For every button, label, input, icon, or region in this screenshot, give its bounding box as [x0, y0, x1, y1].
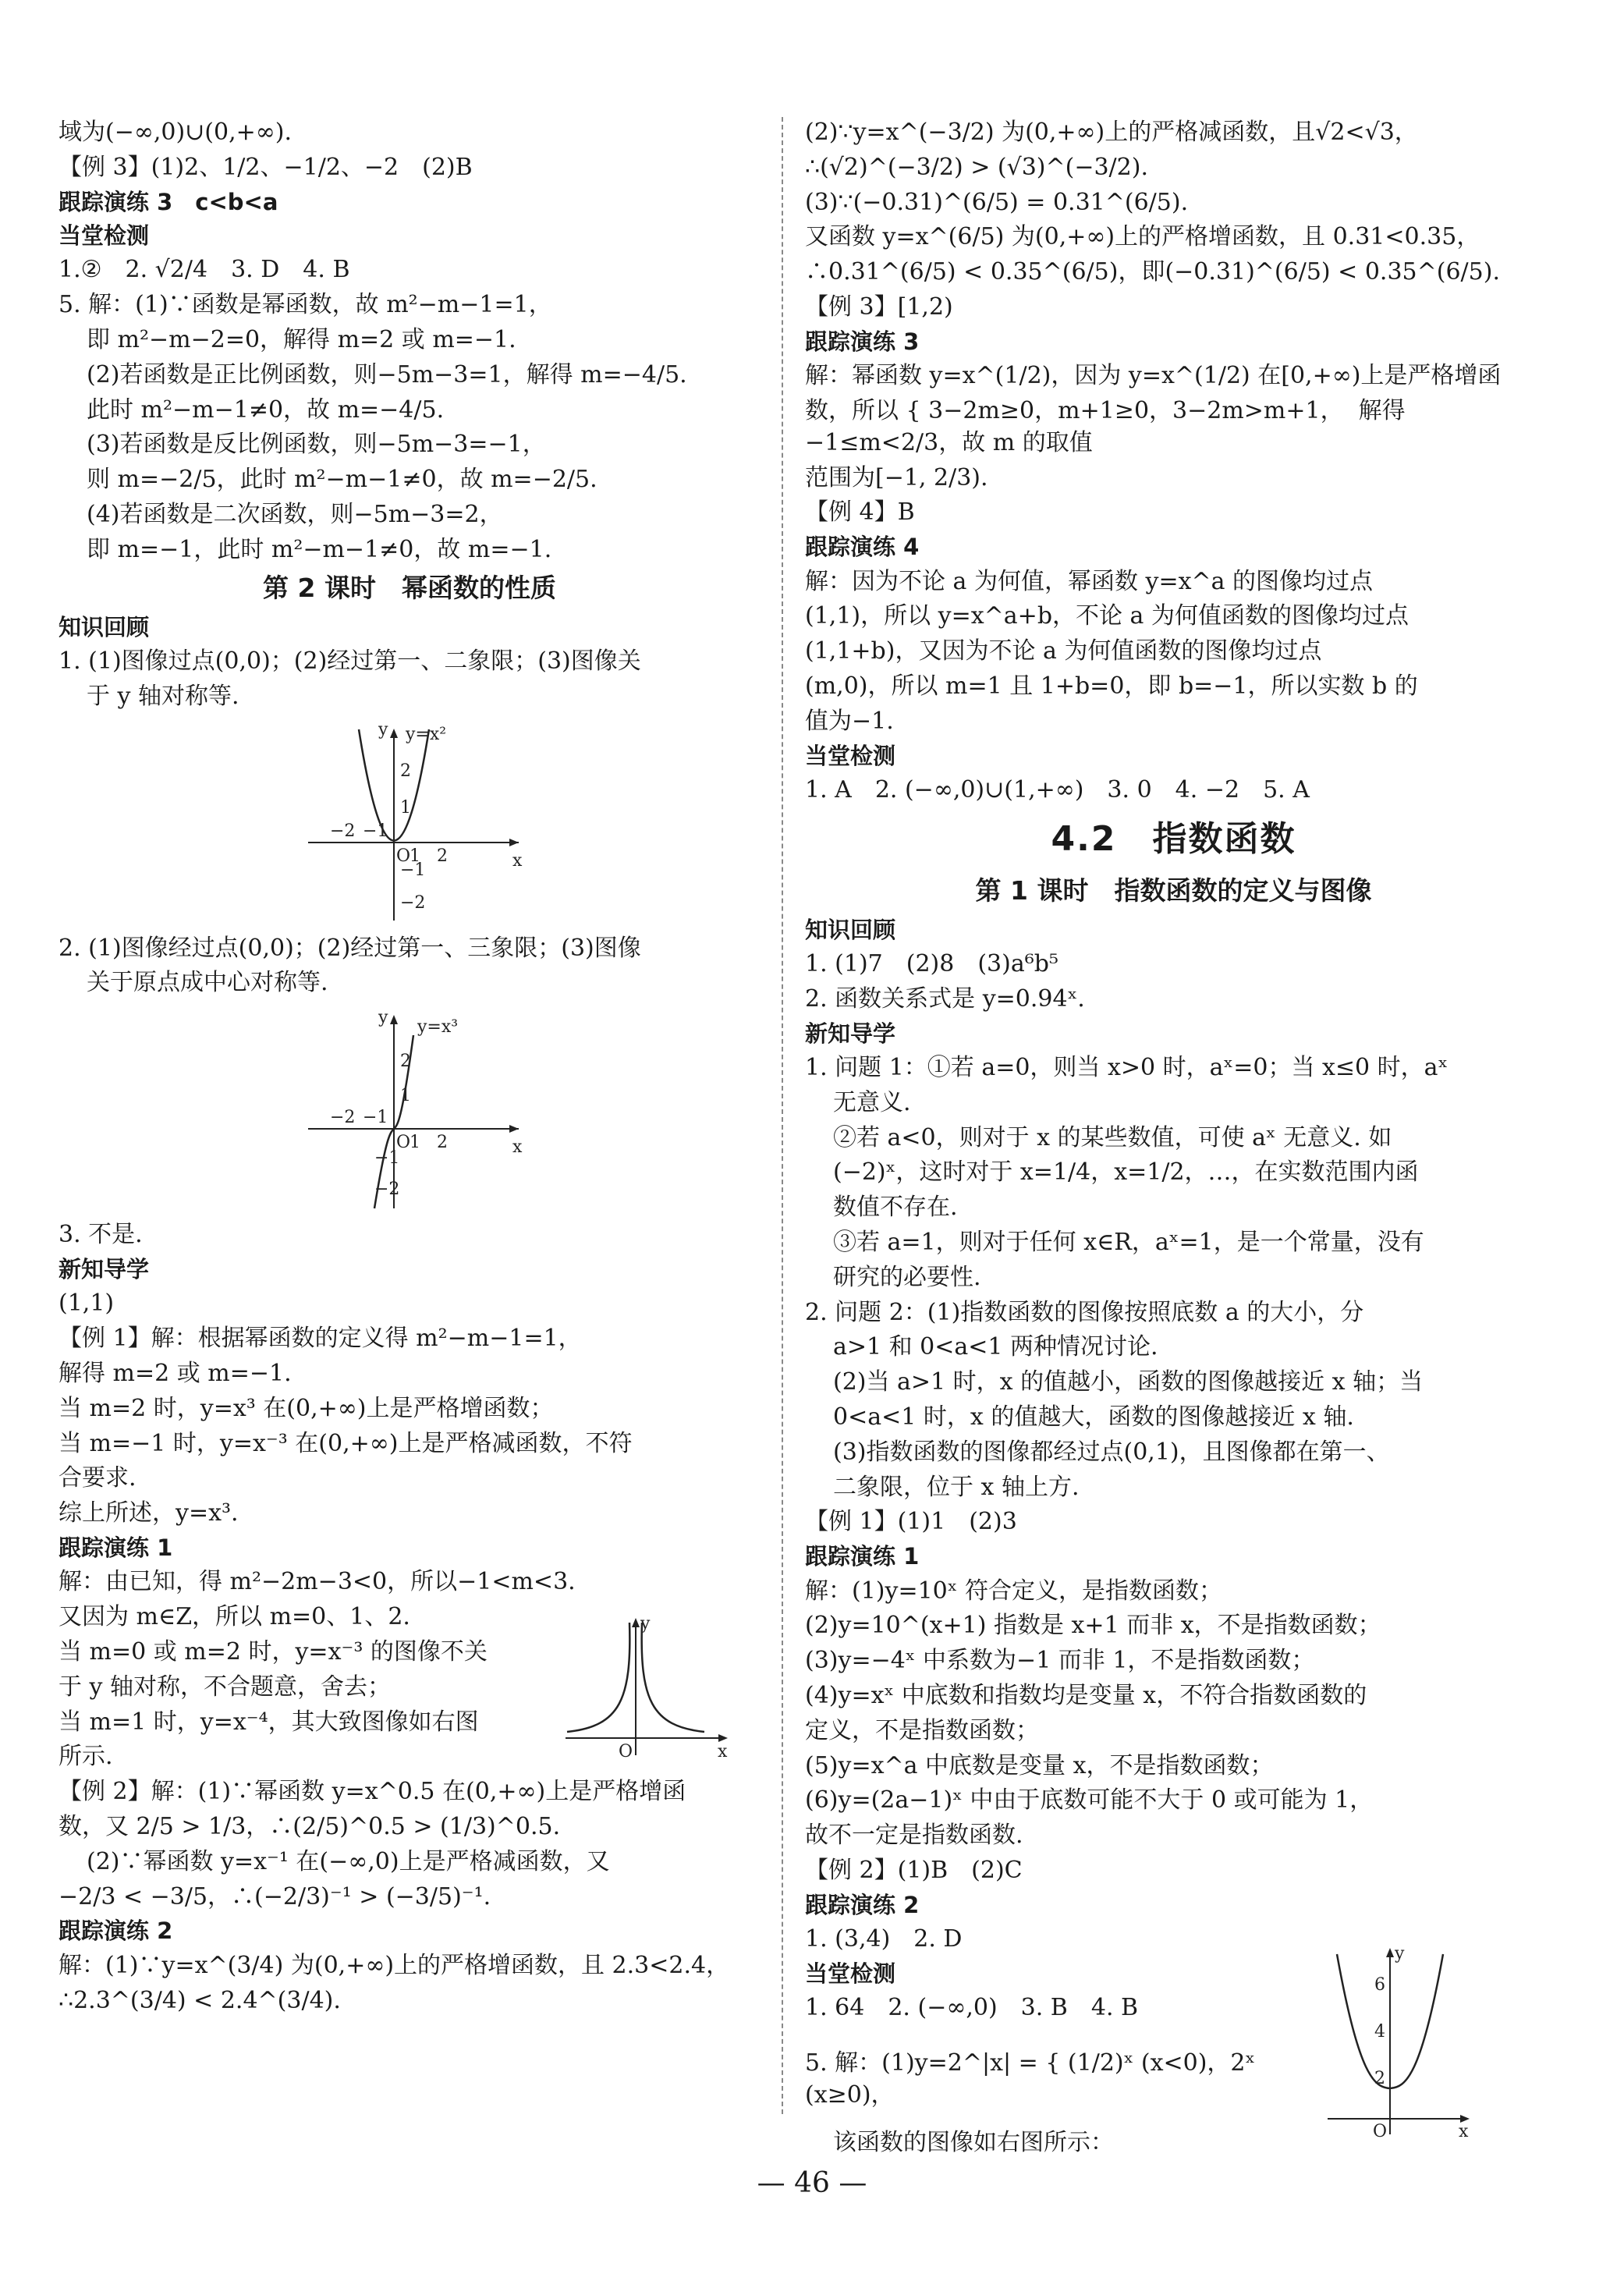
solution-line: ∴0.31^(6/5) < 0.35^(6/5)，即(−0.31)^(6/5) < 0.35^(6/5). — [805, 258, 1500, 286]
tick-label: −1 — [363, 821, 388, 841]
question-line: (−2)ˣ，这时对于 x=1/4，x=1/2，…，在实数范围内函 — [833, 1158, 1419, 1187]
tick-label: 2 — [400, 761, 411, 781]
check-answers: 1. A 2. (−∞,0)∪(1,+∞) 3. 0 4. −2 5. A — [805, 776, 1310, 804]
heading-review: 知识回顾 — [805, 916, 896, 943]
solution-line: (2)∵幂函数 y=x⁻¹ 在(−∞,0)上是严格减函数，又 — [87, 1847, 610, 1875]
y-axis-arrow — [390, 1015, 398, 1024]
heading-new-knowledge: 新知导学 — [805, 1020, 896, 1047]
text-line: (1,1) — [59, 1290, 115, 1318]
class-check-text — [805, 1959, 1320, 2162]
heading-practice-1: 跟踪演练 1 — [59, 1534, 173, 1561]
origin-label: O — [1373, 2122, 1388, 2139]
class-check-block — [805, 1944, 1542, 2162]
heading-practice-3: 跟踪演练 3 — [805, 328, 920, 355]
solution-line: 定义，不是指数函数； — [805, 1716, 1039, 1744]
curve-left-branch — [567, 1623, 629, 1732]
tick-label: 2 — [400, 1052, 411, 1072]
question-line: ③若 a=1，则对于任何 x∈R，aˣ=1，是一个常量，没有 — [833, 1229, 1424, 1257]
tick-label: 2 — [437, 1133, 448, 1153]
solution-line: 又函数 y=x^(6/5) 为(0,+∞)上的严格增函数，且 0.31<0.35， — [805, 223, 1480, 251]
solution-line: (3)∵(−0.31)^(6/5) = 0.31^(6/5). — [805, 188, 1189, 216]
y-axis-label: y — [378, 1008, 388, 1028]
solution-line: 当 m=1 时，y=x⁻⁴，其大致图像如右图 — [59, 1708, 479, 1736]
tick-label: 1 — [410, 1133, 420, 1153]
tick-label: 1 — [400, 1086, 411, 1106]
review-item: 于 y 轴对称等. — [87, 682, 239, 710]
x-axis-label: x — [718, 1741, 728, 1761]
tick-label: 2 — [437, 846, 448, 866]
solution-line: 数，又 2/5 > 1/3，∴(2/5)^0.5 > (1/3)^0.5. — [59, 1812, 561, 1840]
curve-label: y=x³ — [417, 1017, 459, 1038]
check-answers: 1.② 2. √2/4 3. D 4. B — [59, 256, 350, 284]
solution-line: 合要求. — [59, 1464, 137, 1492]
heading-practice-4: 跟踪演练 4 — [805, 534, 920, 561]
question-line: (3)指数函数的图像都经过点(0,1)，且图像都在第一、 — [833, 1438, 1390, 1466]
solution-line: (5)y=x^a 中底数是变量 x，不是指数函数； — [805, 1751, 1274, 1779]
question-line: 数值不存在. — [833, 1194, 958, 1222]
graph-y-2-abs-x — [1320, 1943, 1476, 2138]
origin-label: O — [396, 846, 411, 866]
question-line: a>1 和 0<a<1 两种情况讨论. — [833, 1333, 1158, 1361]
tick-label: −1 — [363, 1108, 388, 1128]
graph-y-x-neg4 — [558, 1613, 737, 1761]
solution-line: (4)若函数是二次函数，则−5m−3=2， — [87, 501, 503, 529]
example-4-answer: 【例 4】B — [805, 498, 915, 527]
text-line: 域为(−∞,0)∪(0,+∞). — [59, 119, 292, 146]
solution-line: ∴2.3^(3/4) < 2.4^(3/4). — [59, 1986, 341, 2014]
heading-class-check: 当堂检测 — [805, 1960, 896, 1988]
tick-label: 1 — [400, 797, 411, 818]
question-line: ②若 a<0，则对于 x 的某些数值，可使 aˣ 无意义. 如 — [833, 1123, 1392, 1151]
graph-y-x-squared — [59, 718, 761, 928]
question-line: 2. 问题 2：(1)指数函数的图像按照底数 a 的大小，分 — [805, 1298, 1364, 1326]
review-item: 关于原点成中心对称等. — [87, 969, 328, 997]
x-axis-label: x — [512, 850, 523, 871]
tick-label: 1 — [410, 846, 420, 866]
solution-line: 故不一定是指数函数. — [805, 1822, 1023, 1850]
solution-line: 于 y 轴对称，不合题意，舍去； — [59, 1673, 392, 1701]
y-axis-arrow — [390, 729, 398, 738]
tick-label: 4 — [1374, 2022, 1385, 2042]
solution-line: 当 m=−1 时，y=x⁻³ 在(0,+∞)上是严格减函数，不符 — [59, 1429, 633, 1457]
solution-line: 又因为 m∈Z，所以 m=0、1、2. — [59, 1603, 410, 1631]
question-line: 1. 问题 1：①若 a=0，则当 x>0 时，aˣ=0；当 x≤0 时，aˣ — [805, 1054, 1448, 1082]
tick-label: −1 — [374, 1148, 400, 1169]
heading-practice-1: 跟踪演练 1 — [805, 1543, 920, 1570]
solution-line: 解：(1)y=10ˣ 符合定义，是指数函数； — [805, 1577, 1223, 1605]
solution-line: ∴(√2)^(−3/2) > (√3)^(−3/2). — [805, 153, 1148, 181]
review-item: 1. (1)7 (2)8 (3)a⁶b⁵ — [805, 950, 1058, 977]
curve-label: y=x² — [406, 724, 447, 744]
solution-line: 解：由已知，得 m²−2m−3<0，所以−1<m<3. — [59, 1568, 576, 1596]
lesson-title: 第 2 课时 幂函数的性质 — [263, 572, 556, 603]
heading-review: 知识回顾 — [59, 613, 150, 640]
example-3-answer: 【例 3】(1)2、1/2、−1/2、−2 (2)B — [59, 153, 473, 181]
example-2-solution: 【例 2】解：(1)∵幂函数 y=x^0.5 在(0,+∞)上是严格增函 — [59, 1778, 686, 1806]
tick-label: 6 — [1374, 1975, 1385, 1996]
solution-line: (2)若函数是正比例函数，则−5m−3=1，解得 m=−4/5. — [87, 360, 687, 388]
solution-line: 5. 解：(1)y=2^|x| = { (1/2)ˣ (x<0)，2ˣ (x≥0)， — [805, 2049, 1263, 2109]
heading-practice-2: 跟踪演练 2 — [59, 1917, 173, 1945]
x-axis-label: x — [1459, 2122, 1469, 2139]
example-2-answer: 【例 2】(1)B (2)C — [805, 1857, 1023, 1884]
solution-line: (2)y=10^(x+1) 指数是 x+1 而非 x，不是指数函数； — [805, 1612, 1381, 1640]
question-line: 研究的必要性. — [833, 1263, 981, 1291]
solution-line: 则 m=−2/5，此时 m²−m−1≠0，故 m=−2/5. — [87, 466, 597, 494]
tick-label: −2 — [330, 821, 356, 841]
y-axis-arrow — [632, 1618, 640, 1627]
solution-line: 值为−1. — [805, 707, 894, 735]
review-item: 2. (1)图像经过点(0,0)；(2)经过第一、三象限；(3)图像 — [59, 934, 641, 962]
origin-label: O — [396, 1133, 411, 1153]
x-axis-arrow — [509, 1125, 519, 1133]
heading-class-check: 当堂检测 — [59, 222, 150, 250]
solution-line: 此时 m²−m−1≠0，故 m=−4/5. — [87, 396, 445, 424]
right-column — [805, 117, 1542, 2162]
tick-label: −2 — [330, 1108, 356, 1128]
solution-line: (m,0)，所以 m=1 且 1+b=0，即 b=−1，所以实数 b 的 — [805, 672, 1418, 701]
solution-line: 解：(1)∵y=x^(3/4) 为(0,+∞)上的严格增函数，且 2.3<2.4， — [59, 1951, 730, 1979]
section-title: 4.2 指数函数 — [1051, 818, 1296, 859]
solution-line: 范围为[−1, 2/3). — [805, 463, 988, 491]
left-column — [59, 117, 761, 2020]
solution-line: (6)y=(2a−1)ˣ 中由于底数可能不大于 0 或可能为 1， — [805, 1786, 1374, 1815]
solution-line: (1,1+b)，又因为不论 a 为何值函数的图像均过点 — [805, 637, 1322, 665]
question-line: (2)当 a>1 时，x 的值越小，函数的图像越接近 x 轴；当 — [833, 1368, 1424, 1396]
y-axis-label: y — [1395, 1944, 1405, 1964]
x-axis-arrow — [509, 839, 519, 846]
solution-line: (3)若函数是反比例函数，则−5m−3=−1， — [87, 431, 546, 459]
example-3-answer: 【例 3】[1,2) — [805, 293, 953, 321]
review-item: 2. 函数关系式是 y=0.94ˣ. — [805, 984, 1085, 1013]
curve-right-branch — [642, 1623, 704, 1732]
solution-line: 解：因为不论 a 为何值，幂函数 y=x^a 的图像均过点 — [805, 567, 1374, 595]
x-axis-label: x — [512, 1137, 523, 1158]
example-1-answer: 【例 1】(1)1 (2)3 — [805, 1508, 1017, 1536]
solution-line: 解得 m=2 或 m=−1. — [59, 1359, 292, 1387]
check-answers: 1. 64 2. (−∞,0) 3. B 4. B — [805, 1994, 1139, 2022]
y-axis-label: y — [378, 719, 388, 740]
solution-line: 综上所述，y=x³. — [59, 1499, 239, 1527]
question-line: 二象限，位于 x 轴上方. — [833, 1473, 1080, 1501]
heading-new-knowledge: 新知导学 — [59, 1255, 150, 1282]
solution-line: (2)∵y=x^(−3/2) 为(0,+∞)上的严格减函数，且√2<√3， — [805, 119, 1418, 146]
example-1-solution: 【例 1】解：根据幂函数的定义得 m²−m−1=1， — [59, 1325, 582, 1353]
solution-line: 当 m=2 时，y=x³ 在(0,+∞)上是严格增函数； — [59, 1394, 554, 1422]
solution-line: 解：幂函数 y=x^(1/2)，因为 y=x^(1/2) 在[0,+∞)上是严格增函 — [805, 362, 1502, 390]
solution-line: 当 m=0 或 m=2 时，y=x⁻³ 的图像不关 — [59, 1637, 488, 1666]
solution-line: (3)y=−4ˣ 中系数为−1 而非 1，不是指数函数； — [805, 1647, 1315, 1675]
y-axis-label: y — [640, 1613, 651, 1634]
review-item: 3. 不是. — [59, 1221, 143, 1249]
solution-line: 该函数的图像如右图所示： — [833, 2128, 1114, 2156]
solution-line: 数，所以 { 3−2m≥0，m+1≥0，3−2m>m+1， 解得 −1≤m<2/3，故 m 的取值 — [805, 397, 1413, 456]
question-line: 无意义. — [833, 1088, 911, 1116]
practice-2-answer: 1. (3,4) 2. D — [805, 1925, 963, 1953]
solution-line: 即 m²−m−2=0，解得 m=2 或 m=−1. — [87, 326, 516, 354]
graph-y-x-cubed — [59, 1004, 761, 1215]
tick-label: 2 — [1374, 2069, 1385, 2089]
review-item: 1. (1)图像过点(0,0)；(2)经过第一、二象限；(3)图像关 — [59, 647, 641, 675]
tick-label: −1 — [400, 860, 426, 880]
question-line: 0<a<1 时，x 的值越大，函数的图像越接近 x 轴. — [833, 1403, 1354, 1431]
solution-line: 5. 解：(1)∵函数是幂函数，故 m²−m−1=1， — [59, 291, 552, 319]
page-number: — 46 — — [757, 2167, 867, 2199]
solution-line: 所示. — [59, 1743, 113, 1771]
solution-line: (4)y=xˣ 中底数和指数均是变量 x，不符合指数函数的 — [805, 1682, 1367, 1710]
column-divider — [782, 117, 783, 2114]
practice-1-text — [59, 1637, 558, 1776]
x-axis-arrow — [718, 1734, 728, 1742]
tick-label: −2 — [400, 892, 426, 913]
y-axis-arrow — [1386, 1948, 1394, 1957]
solution-line: 即 m=−1，此时 m²−m−1≠0，故 m=−1. — [87, 535, 552, 563]
heading-class-check: 当堂检测 — [805, 742, 896, 769]
practice-3-answer: 跟踪演练 3 c<b<a — [59, 188, 278, 215]
tick-label: −2 — [374, 1180, 400, 1200]
solution-line: (1,1)，所以 y=x^a+b，不论 a 为何值函数的图像均过点 — [805, 602, 1409, 630]
lesson-title: 第 1 课时 指数函数的定义与图像 — [975, 874, 1372, 906]
origin-label: O — [619, 1741, 633, 1761]
solution-line: −2/3 < −3/5，∴(−2/3)⁻¹ > (−3/5)⁻¹. — [59, 1882, 491, 1910]
heading-practice-2: 跟踪演练 2 — [805, 1891, 920, 1918]
